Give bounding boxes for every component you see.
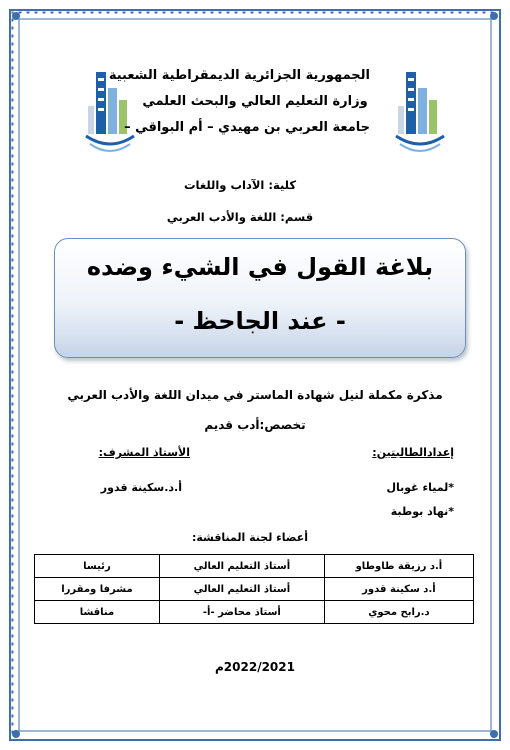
student-name: *نهاد بوطبة bbox=[390, 505, 454, 518]
republic-name: الجمهورية الجزائرية الديمقراطية الشعبية bbox=[108, 68, 370, 83]
committee-member-rank: أستاذ التعليم العالي bbox=[159, 578, 324, 601]
supervisor-name: أ.د.سكينة قدور bbox=[100, 481, 182, 494]
committee-heading: أعضاء لجنة المناقشة: bbox=[191, 531, 309, 544]
committee-member-role: مشرفا ومقررا bbox=[35, 578, 160, 601]
committee-member-role: رئيسا bbox=[35, 555, 160, 578]
thesis-subtitle: - عند الجاحظ - bbox=[174, 307, 346, 335]
supervisor-heading: الأستاذ المشرف: bbox=[98, 446, 190, 459]
university-logo-right bbox=[392, 66, 448, 164]
thesis-title: بلاغة القول في الشيء وضده bbox=[86, 253, 434, 281]
students-heading: إعدادالطالبتين: bbox=[372, 446, 454, 459]
university-name: جامعة العربي بن مهيدي – أم البواقي – bbox=[124, 120, 370, 135]
table-row bbox=[35, 555, 474, 578]
academic-year: 2022/2021م bbox=[215, 660, 295, 674]
table-row bbox=[35, 578, 474, 601]
committee-table bbox=[34, 554, 474, 624]
committee-member-rank: أستاذ التعليم العالي bbox=[159, 555, 324, 578]
memo-statement: مذكرة مكملة لنيل شهادة الماستر في ميدان اللغة والأدب العربي bbox=[67, 388, 443, 402]
committee-member-name: أ.د سكينة قدور bbox=[324, 578, 473, 601]
committee-member-name: د.رابح محوي bbox=[324, 601, 473, 624]
thesis-title-box bbox=[54, 238, 466, 358]
committee-member-rank: أستاذ محاضر -أ- bbox=[159, 601, 324, 624]
committee-member-role: مناقشا bbox=[35, 601, 160, 624]
table-row bbox=[35, 601, 474, 624]
committee-member-name: أ.د رزيقة طاوطاو bbox=[324, 555, 473, 578]
student-name: *لمياء غوبال bbox=[386, 481, 454, 494]
faculty-name: كلية: الآداب واللغات bbox=[183, 178, 297, 192]
specialty: تخصص:أدب قديم bbox=[204, 418, 306, 432]
department-name: قسم: اللغة والأدب العربي bbox=[166, 210, 314, 224]
ministry-name: وزارة التعليم العالي والبحث العلمي bbox=[142, 94, 368, 109]
